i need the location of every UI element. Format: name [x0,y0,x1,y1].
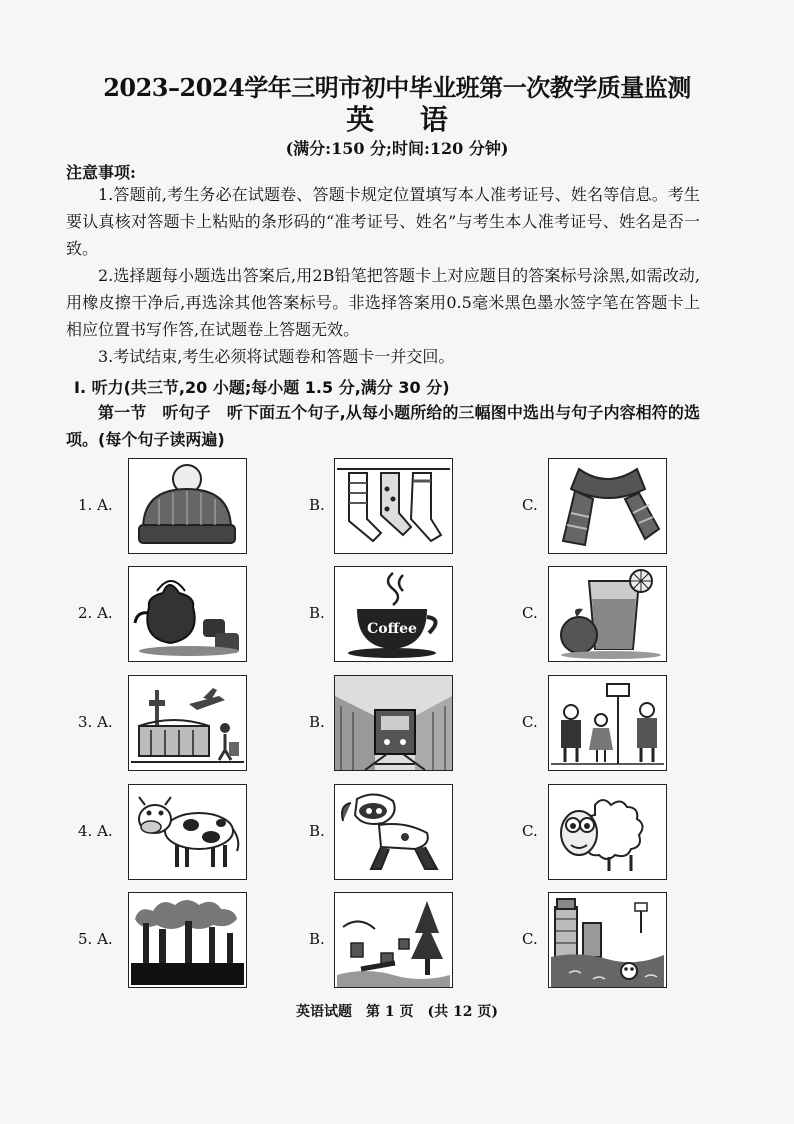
question-4-c-label: C. [522,822,538,840]
socks-icon [335,459,452,553]
teapot-icon [129,567,246,661]
question-2-option-c[interactable] [548,566,667,662]
question-2-option-b[interactable] [334,566,453,662]
question-3-b-label: B. [309,713,325,731]
cut-trees-icon [335,893,452,987]
notice-item-3: 3.考试结束,考生必须将试题卷和答题卡一并交回。 [98,347,455,366]
question-5-option-b[interactable] [334,892,453,988]
scarf-icon [549,459,666,553]
question-1-option-a[interactable] [128,458,247,554]
question-1-b-label: B. [309,496,325,514]
question-3-option-a[interactable] [128,675,247,771]
knit-hat-icon [129,459,246,553]
cow-icon [129,785,246,879]
question-2-label: 2. A. [78,604,113,622]
bus-stop-icon [549,676,666,770]
factory-smoke-icon [129,893,246,987]
score-time: (满分:150 分;时间:120 分钟) [285,139,509,158]
question-4-option-c[interactable] [548,784,667,880]
robot-dog-icon [335,785,452,879]
question-3-option-c[interactable] [548,675,667,771]
coffee-label: Coffee [367,621,417,637]
notice-heading: 注意事项: [66,163,136,182]
question-5-option-c[interactable] [548,892,667,988]
question-5-option-a[interactable] [128,892,247,988]
question-3-option-b[interactable] [334,675,453,771]
question-4-label: 4. A. [78,822,113,840]
question-4-b-label: B. [309,822,325,840]
page-footer: 英语试题 第 1 页 (共 12 页) [296,1004,498,1020]
question-2-b-label: B. [309,604,325,622]
question-3-c-label: C. [522,713,538,731]
question-5-label: 5. A. [78,930,113,948]
section-heading: I. 听力(共三节,20 小题;每小题 1.5 分,满分 30 分) [74,378,450,397]
question-5-c-label: C. [522,930,538,948]
part1-instructions: 第一节 听句子 听下面五个句子,从每小题所给的三幅图中选出与句子内容相符的选项。(每个句子读两遍) [66,403,700,449]
question-1-option-b[interactable] [334,458,453,554]
notice-item-1: 1.答题前,考生务必在试题卷、答题卡规定位置填写本人准考证号、姓名等信息。考生要认真核对答题卡上粘贴的条形码的“准考证号、姓名”与考生本人准考证号、姓名是否一致。 [66,185,700,258]
question-5-b-label: B. [309,930,325,948]
question-3-label: 3. A. [78,713,113,731]
question-4-option-b[interactable] [334,784,453,880]
notice-item-2: 2.选择题每小题选出答案后,用2B铅笔把答题卡上对应题目的答案标号涂黑,如需改动,用橡皮擦干净后,再选涂其他答案标号。非选择答案用0.5毫米黑色墨水签字笔在答题卡上相应位置书写作答,在试题卷上答题无效。 [66,266,700,339]
exam-title: 2023–2024学年三明市初中毕业班第一次教学质量监测 [103,73,691,102]
question-2-c-label: C. [522,604,538,622]
question-1-option-c[interactable] [548,458,667,554]
airport-icon [129,676,246,770]
sheep-icon [549,785,666,879]
coffee-cup-icon [335,567,452,661]
question-1-label: 1. A. [78,496,113,514]
subject-title: 英 语 [346,103,466,136]
question-2-option-a[interactable] [128,566,247,662]
orange-juice-icon [549,567,666,661]
question-4-option-a[interactable] [128,784,247,880]
polluted-river-icon [549,893,666,987]
question-1-c-label: C. [522,496,538,514]
train-icon [335,676,452,770]
